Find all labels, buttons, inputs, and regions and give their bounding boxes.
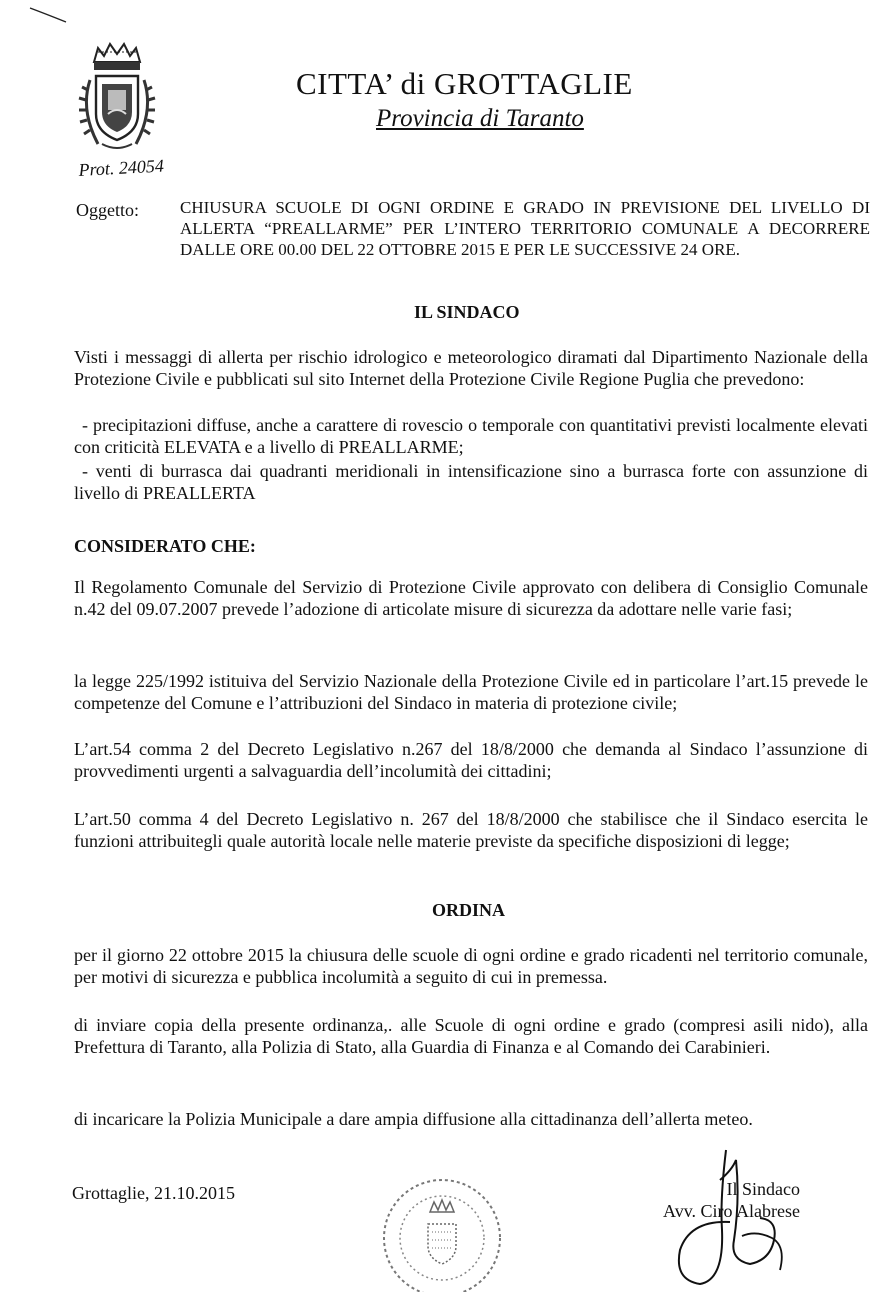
signature-block bbox=[640, 1178, 800, 1222]
page-subtitle: Provincia di Taranto bbox=[376, 105, 584, 132]
subject-label: Oggetto: bbox=[76, 200, 139, 220]
page-title: CITTA’ di GROTTAGLIE bbox=[296, 66, 633, 101]
municipal-crest-icon bbox=[72, 40, 162, 158]
considerato-paragraph-1: Il Regolamento Comunale del Servizio di Protezione Civile approvato con delibera di Consiglio Comunale n.42 del 09.07.2007 prevede l’adozione di articolate misure di sicurezza da adottare nelle varie fasi; bbox=[74, 577, 868, 619]
visti-bullet-2: - venti di burrasca dai quadranti meridionali in intensificazione sino a burrasca forte con assunzione di livello di PREALLERTA bbox=[74, 461, 868, 503]
ordina-paragraph-2: di inviare copia della presente ordinanza,. alle Scuole di ogni ordine e grado (compresi asili nido), alla Prefettura di Taranto, alla Polizia di Stato, alla Guardia di Finanza e al Comando dei Carabinieri. bbox=[74, 1015, 868, 1057]
pen-mark-icon bbox=[28, 4, 68, 24]
considerato-paragraph-4: L’art.50 comma 4 del Decreto Legislativo n. 267 del 18/8/2000 che stabilisce che il Sindaco esercita le funzioni attribuitegli quale autorità locale nelle materie previste da specifiche disposizioni di legge; bbox=[74, 809, 868, 851]
official-stamp-icon bbox=[372, 1172, 512, 1292]
ordina-heading: ORDINA bbox=[432, 900, 506, 920]
place-date: Grottaglie, 21.10.2015 bbox=[72, 1183, 235, 1203]
signer-name: Avv. Ciro Alabrese bbox=[663, 1201, 800, 1221]
considerato-paragraph-3: L’art.54 comma 2 del Decreto Legislativo n.267 del 18/8/2000 che demanda al Sindaco l’assunzione di provvedimenti urgenti a salvaguardia dell’incolumità dei cittadini; bbox=[74, 739, 868, 781]
protocol-number: Prot. 24054 bbox=[78, 155, 165, 180]
sindaco-heading: IL SINDACO bbox=[414, 302, 520, 322]
ordina-paragraph-3: di incaricare la Polizia Municipale a dare ampia diffusione alla cittadinanza dell’allerta meteo. bbox=[74, 1109, 753, 1129]
considerato-paragraph-2: la legge 225/1992 istituiva del Servizio Nazionale della Protezione Civile ed in particolare l’art.15 prevede le competenze del Comune e l’attribuzioni del Sindaco in materia di protezione civile; bbox=[74, 671, 868, 713]
ordina-paragraph-1: per il giorno 22 ottobre 2015 la chiusura delle scuole di ogni ordine e grado ricadenti nel territorio comunale, per motivi di sicurezza e pubblica incolumità a seguito di cui in premessa. bbox=[74, 945, 868, 987]
subject-text: CHIUSURA SCUOLE DI OGNI ORDINE E GRADO IN PREVISIONE DEL LIVELLO DI ALLERTA “PREALLARME” PER L’INTERO TERRITORIO COMUNALE A DECORRERE DALLE ORE 00.00 DEL 22 OTTOBRE 2015 E PER LE SUCCESSIVE 24 ORE. bbox=[180, 198, 870, 259]
considerato-heading: CONSIDERATO CHE: bbox=[74, 536, 256, 556]
visti-bullet-1: - precipitazioni diffuse, anche a carattere di rovescio o temporale con quantitativi previsti localmente elevati con criticità ELEVATA e a livello di PREALLARME; bbox=[74, 415, 868, 457]
visti-intro: Visti i messaggi di allerta per rischio idrologico e meteorologico diramati dal Dipartimento Nazionale della Protezione Civile e pubblicati sul sito Internet della Protezione Civile Regione Puglia che prevedono: bbox=[74, 347, 868, 389]
signer-role: Il Sindaco bbox=[726, 1179, 800, 1199]
